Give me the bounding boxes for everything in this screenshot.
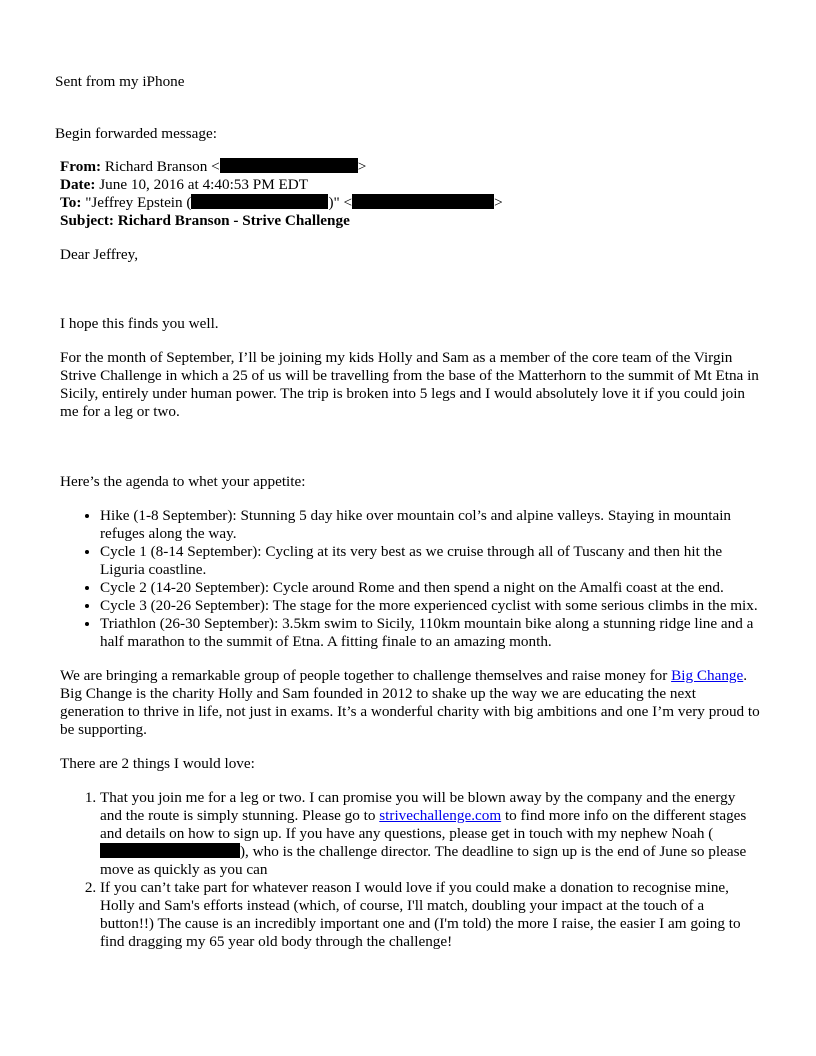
date-line <box>60 176 760 194</box>
agenda-item: • Hike (1-8 September): Stunning 5 day hike over mountain col’s and alpine valleys. Staying in mountain refuges along the way. <box>100 507 760 543</box>
request-item-join <box>100 789 760 879</box>
to-close: > <box>494 194 503 211</box>
paragraph-hope: I hope this finds you well. <box>60 315 219 332</box>
agenda-item: • Cycle 2 (14-20 September): Cycle around Rome and then spend a night on the Amalfi coast at the end. <box>100 579 760 597</box>
request-item-donate: 2. If you can’t take part for whatever reason I would love if you could make a donation to recognise mine, Holly and Sam's efforts instead (which, of course, I'll match, doubling your impact at the touch of a button!!) The cause is an incredibly important one and (I'm told) the more I raise, the easier I am going to find dragging my 65 year old body through the challenge! <box>100 879 760 951</box>
date-value: June 10, 2016 at 4:40:53 PM EDT <box>99 176 309 193</box>
agenda-intro: Here’s the agenda to whet your appetite: <box>60 473 306 490</box>
to-line <box>60 194 760 212</box>
two-things-intro: There are 2 things I would love: <box>60 755 255 772</box>
join-text-middle: to find more info on the different stages and details on how to sign up. If you have any questions, please get in touch with my nephew Noah ( <box>100 807 747 842</box>
paragraph-big-change <box>60 667 760 739</box>
redacted-to-email <box>352 194 494 209</box>
join-text-after: ), who is the challenge director. The deadline to sign up is the end of June so please move as quickly as you can <box>100 843 747 878</box>
big-change-text-after: . Big Change is the charity Holly and Sam founded in 2012 to shake up the way we are educating the next generation to thrive in life, not just in exams. It’s a wonderful charity with big ambitions and one I’m very proud to be supporting. <box>60 667 760 738</box>
strivechallenge-link[interactable]: strivechallenge.com <box>379 807 502 824</box>
subject-line <box>60 212 760 230</box>
forwarded-message <box>60 158 760 951</box>
redacted-nephew-contact <box>100 843 240 858</box>
redacted-from-email <box>220 158 358 173</box>
to-middle: )" < <box>328 194 353 211</box>
big-change-link[interactable]: Big Change <box>671 667 744 684</box>
redacted-to-alias <box>191 194 328 209</box>
agenda-list <box>60 507 760 651</box>
date-label: Date: <box>60 176 96 193</box>
from-close: > <box>357 158 367 175</box>
subject-label: Subject: <box>60 212 114 229</box>
from-line <box>60 158 760 176</box>
to-name: "Jeffrey Epstein ( <box>85 194 192 211</box>
requests-list <box>60 789 760 951</box>
subject-value: Richard Branson - Strive Challenge <box>117 212 350 229</box>
agenda-item: • Cycle 1 (8-14 September): Cycling at its very best as we cruise through all of Tuscany and then hit the Liguria coastline. <box>100 543 760 579</box>
big-change-text-before: We are bringing a remarkable group of people together to challenge themselves and raise money for <box>60 667 672 684</box>
paragraph-september: For the month of September, I’ll be joining my kids Holly and Sam as a member of the core team of the Virgin Strive Challenge in which a 25 of us will be travelling from the base of the Matterhorn to the summit of Mt Etna in Sicily, entirely under human power. The trip is broken into 5 legs and I would absolutely love it if you could join me for a leg or two. <box>60 349 759 420</box>
agenda-item: • Cycle 3 (20-26 September): The stage for the more experienced cyclist with some serious climbs in the mix. <box>100 597 760 615</box>
from-label: From: <box>60 158 102 175</box>
forwarded-message-label: Begin forwarded message: <box>55 125 217 142</box>
agenda-item: • Triathlon (26-30 September): 3.5km swim to Sicily, 110km mountain bike along a stunning ridge line and a half marathon to the summit of Etna. A fitting finale to an amazing month. <box>100 615 760 651</box>
join-text-before: That you join me for a leg or two. I can promise you will be blown away by the company and the energy and the route is simply stunning. Please go to <box>100 789 736 824</box>
from-name: Richard Branson < <box>104 158 220 175</box>
greeting: Dear Jeffrey, <box>60 246 138 263</box>
message-header <box>60 158 760 230</box>
to-label: To: <box>60 194 82 211</box>
sent-from-line: Sent from my iPhone <box>55 73 185 90</box>
